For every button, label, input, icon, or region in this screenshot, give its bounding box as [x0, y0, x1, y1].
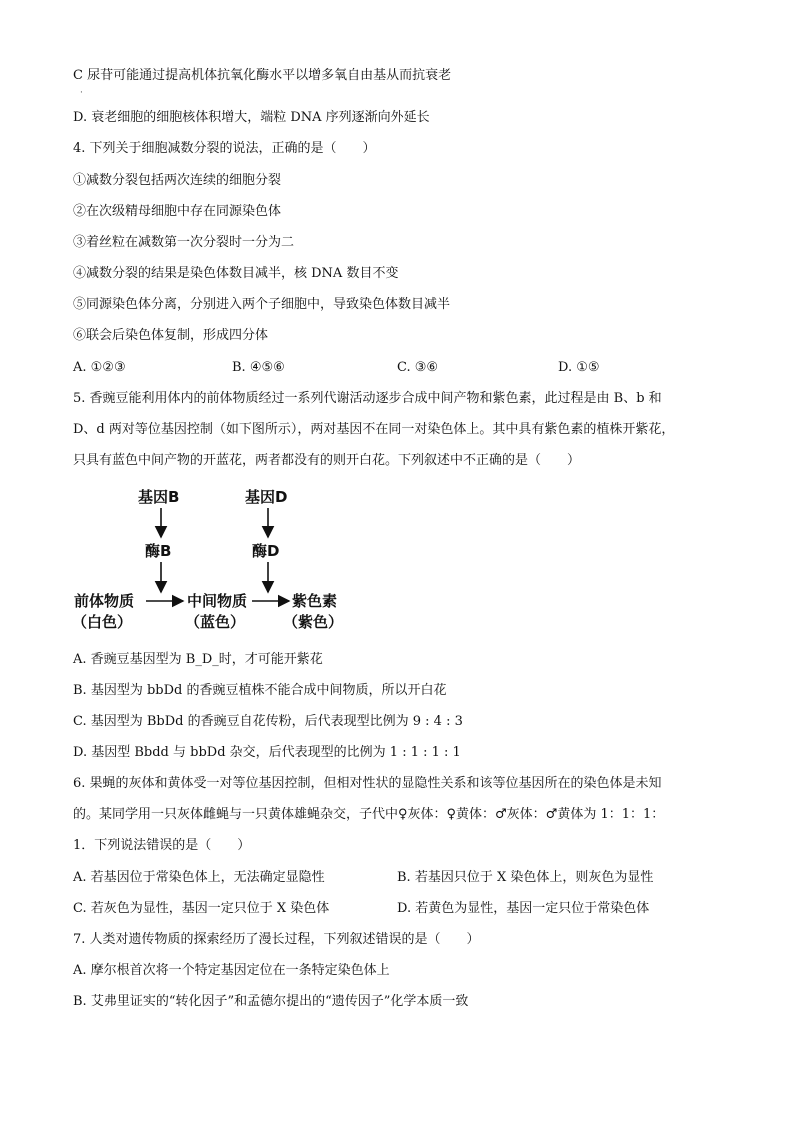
q4-stem: 4. 下列关于细胞减数分裂的说法，正确的是（ ） [73, 141, 376, 156]
precursor-label: 前体物质 [74, 592, 135, 610]
q6-option-d: D. 若黄色为显性，基因一定只位于常染色体 [397, 901, 650, 916]
enzyme-d-label: 酶D [252, 542, 280, 560]
q4-statement-5: ⑤同源染色体分离，分别进入两个子细胞中，导致染色体数目减半 [73, 297, 451, 312]
q4-statement-6: ⑥联会后染色体复制，形成四分体 [73, 328, 269, 343]
q4-statement-1: ①减数分裂包括两次连续的细胞分裂 [73, 173, 282, 188]
q6-stem-line-3: 1．下列说法错误的是（ ） [73, 838, 251, 853]
q5-option-d: D. 基因型 Bbdd 与 bbDd 杂交，后代表现型的比例为 1 : 1 : 1 : 1 [73, 745, 461, 760]
q4-option-a: A. ①②③ [73, 360, 126, 375]
q7-option-a: A. 摩尔根首次将一个特定基因定位在一条特定染色体上 [73, 963, 390, 978]
q4-statement-4: ④减数分裂的结果是染色体数目减半，核 DNA 数目不变 [73, 266, 399, 281]
gene-d-label: 基因D [245, 488, 288, 506]
enzyme-b-label: 酶B [145, 542, 172, 560]
q6-stem-line-1: 6. 果蝇的灰体和黄体受一对等位基因控制，但相对性状的显隐性关系和该等位基因所在的染色体是未知 [73, 776, 662, 791]
q4-statement-2: ②在次级精母细胞中存在同源染色体 [73, 204, 282, 219]
pigment-label: 紫色素 [292, 592, 338, 610]
q6-option-b: B. 若基因只位于 X 染色体上，则灰色为显性 [397, 870, 654, 885]
intermediate-label: 中间物质 [187, 592, 248, 610]
q6-stem-line-2: 的。某同学用一只灰体雌蝇与一只黄体雄蝇杂交，子代中♀灰体：♀黄体：♂灰体：♂黄体为 1：1：1： [73, 807, 665, 822]
q4-option-b: B. ④⑤⑥ [232, 360, 285, 375]
q4-option-c: C. ③⑥ [397, 360, 439, 375]
q6-option-c: C. 若灰色为显性，基因一定只位于 X 染色体 [73, 901, 330, 916]
q3-option-c: C 尿苷可能通过提高机体抗氧化酶水平以增多氧自由基从而抗衰老 [73, 68, 452, 83]
q5-stem-line-2: D、d 两对等位基因控制（如下图所示），两对基因不在同一对染色体上。其中具有紫色素的植株开紫花， [73, 422, 675, 437]
q5-stem-line-1: 5. 香豌豆能利用体内的前体物质经过一系列代谢活动逐步合成中间产物和紫色素，此过程是由 B、b 和 [73, 391, 662, 406]
q3-option-d: D. 衰老细胞的细胞核体积增大，端粒 DNA 序列逐渐向外延长 [73, 110, 430, 125]
stray-dot: · [80, 88, 83, 98]
q4-statement-3: ③着丝粒在减数第一次分裂时一分为二 [73, 235, 295, 250]
q5-stem-line-3: 只具有蓝色中间产物的开蓝花，两者都没有的则开白花。下列叙述中不正确的是（ ） [73, 453, 581, 468]
intermediate-color-label: （蓝色） [185, 613, 246, 631]
q4-option-d: D. ①⑤ [558, 360, 600, 375]
q6-option-a: A. 若基因位于常染色体上，无法确定显隐性 [73, 870, 325, 885]
q5-option-a: A. 香豌豆基因型为 B_D_时，才可能开紫花 [73, 652, 323, 667]
q7-option-b: B. 艾弗里证实的“转化因子”和孟德尔提出的“遗传因子”化学本质一致 [73, 994, 469, 1009]
precursor-color-label: （白色） [72, 613, 133, 631]
pigment-color-label: （紫色） [283, 613, 344, 631]
gene-b-label: 基因B [138, 488, 180, 506]
q5-option-b: B. 基因型为 bbDd 的香豌豆植株不能合成中间物质，所以开白花 [73, 683, 447, 698]
q7-stem: 7. 人类对遗传物质的探索经历了漫长过程，下列叙述错误的是（ ） [73, 932, 480, 947]
q5-option-c: C. 基因型为 BbDd 的香豌豆自花传粉，后代表现型比例为 9 : 4 : 3 [73, 714, 463, 729]
